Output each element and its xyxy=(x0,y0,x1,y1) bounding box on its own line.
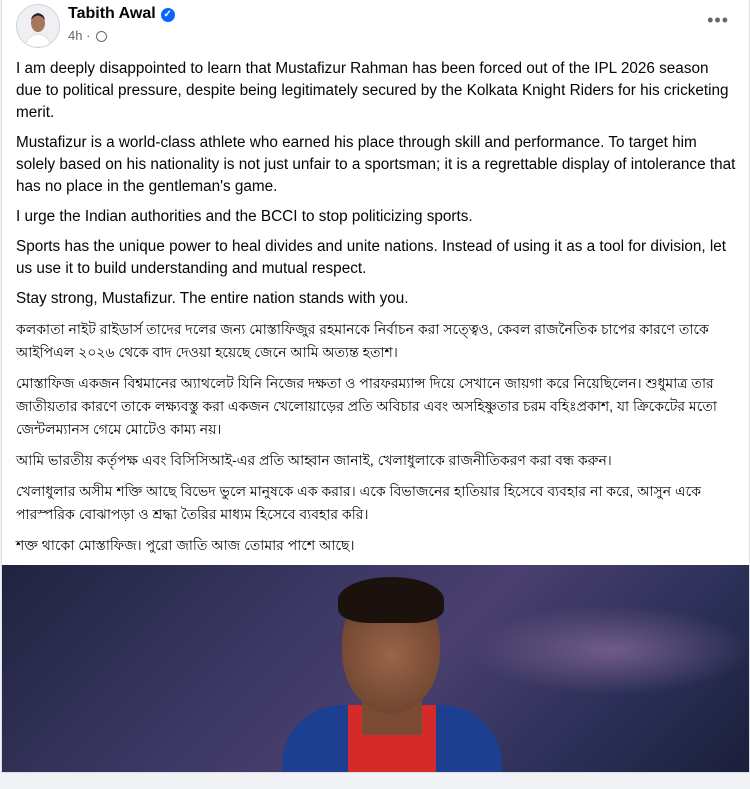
post-card xyxy=(1,0,750,773)
paragraph-en: Mustafizur is a world-class athlete who earned his place through skill and performance. To target him solely based on his nationality is not just unfair to a sportsman; it is a regrettable display of intolerance that has no place in the gentleman's game. xyxy=(16,134,736,195)
avatar-image xyxy=(17,5,59,47)
post-photo[interactable] xyxy=(2,565,749,772)
verified-badge-icon: ✓ xyxy=(161,8,175,22)
player-hair xyxy=(338,577,444,623)
post-meta xyxy=(68,28,107,43)
paragraph-bn: কলকাতা নাইট রাইডার্স তাদের দলের জন্য মোস্তাফিজুর রহমানকে নির্বাচন করা সত্ত্বেও, কেবল রাজনৈতিক চাপের কারণে তাকে আইপিএল ২০২৬ থেকে বাদ দেওয়া হয়েছে জেনে আমি অত্যন্ত হতাশ। xyxy=(16,321,709,360)
post-header xyxy=(2,0,749,58)
author-name-link[interactable]: Tabith Awal xyxy=(68,5,156,22)
globe-icon xyxy=(96,31,107,42)
paragraph-bn: আমি ভারতীয় কর্তৃপক্ষ এবং বিসিসিআই-এর প্রতি আহ্বান জানাই, খেলাধুলাকে রাজনীতিকরণ করা বন্ধ করুন। xyxy=(16,452,612,468)
author-name[interactable] xyxy=(68,5,175,23)
post-text xyxy=(16,58,738,557)
paragraph-en: I am deeply disappointed to learn that Mustafizur Rahman has been forced out of the IPL 2026 season due to political pressure, despite being legitimately secured by the Kolkata Knight Riders for his cricketing merit. xyxy=(16,60,729,121)
post-time[interactable]: 4h xyxy=(68,28,83,43)
more-options-button[interactable]: ••• xyxy=(707,10,729,30)
paragraph-en: Stay strong, Mustafizur. The entire nation stands with you. xyxy=(16,290,409,307)
paragraph-bn: শক্ত থাকো মোস্তাফিজ। পুরো জাতি আজ তোমার পাশে আছে। xyxy=(16,537,355,553)
meta-separator: · xyxy=(86,28,91,43)
paragraph-bn: মোস্তাফিজ একজন বিশ্বমানের অ্যাথলেট যিনি নিজের দক্ষতা ও পারফরম্যান্স দিয়ে সেখানে জায়গা করে নিয়েছিলেন। শুধুমাত্র তার জাতীয়তার কারণে তাকে লক্ষ্যবস্তু করা একজন খেলোয়াড়ের প্রতি অবিচার এবং অসহিষ্ণুতার চরম বহিঃপ্রকাশ, যা ক্রিকেটের মতো জেন্টলম্যানস গেমে মোটেও কাম্য নয়। xyxy=(16,375,717,437)
stadium-lights xyxy=(472,605,749,695)
author-avatar[interactable] xyxy=(16,4,60,48)
paragraph-en: Sports has the unique power to heal divides and unite nations. Instead of using it as a tool for division, let us use it to build understanding and mutual respect. xyxy=(16,238,727,277)
paragraph-bn: খেলাধুলার অসীম শক্তি আছে বিভেদ ভুলে মানুষকে এক করার। একে বিভাজনের হাতিয়ার হিসেবে ব্যবহার না করে, আসুন একে পারস্পরিক বোঝাপড়া ও শ্রদ্ধা তৈরির মাধ্যম হিসেবে ব্যবহার করি। xyxy=(16,483,702,522)
paragraph-en: I urge the Indian authorities and the BCCI to stop politicizing sports. xyxy=(16,208,473,225)
